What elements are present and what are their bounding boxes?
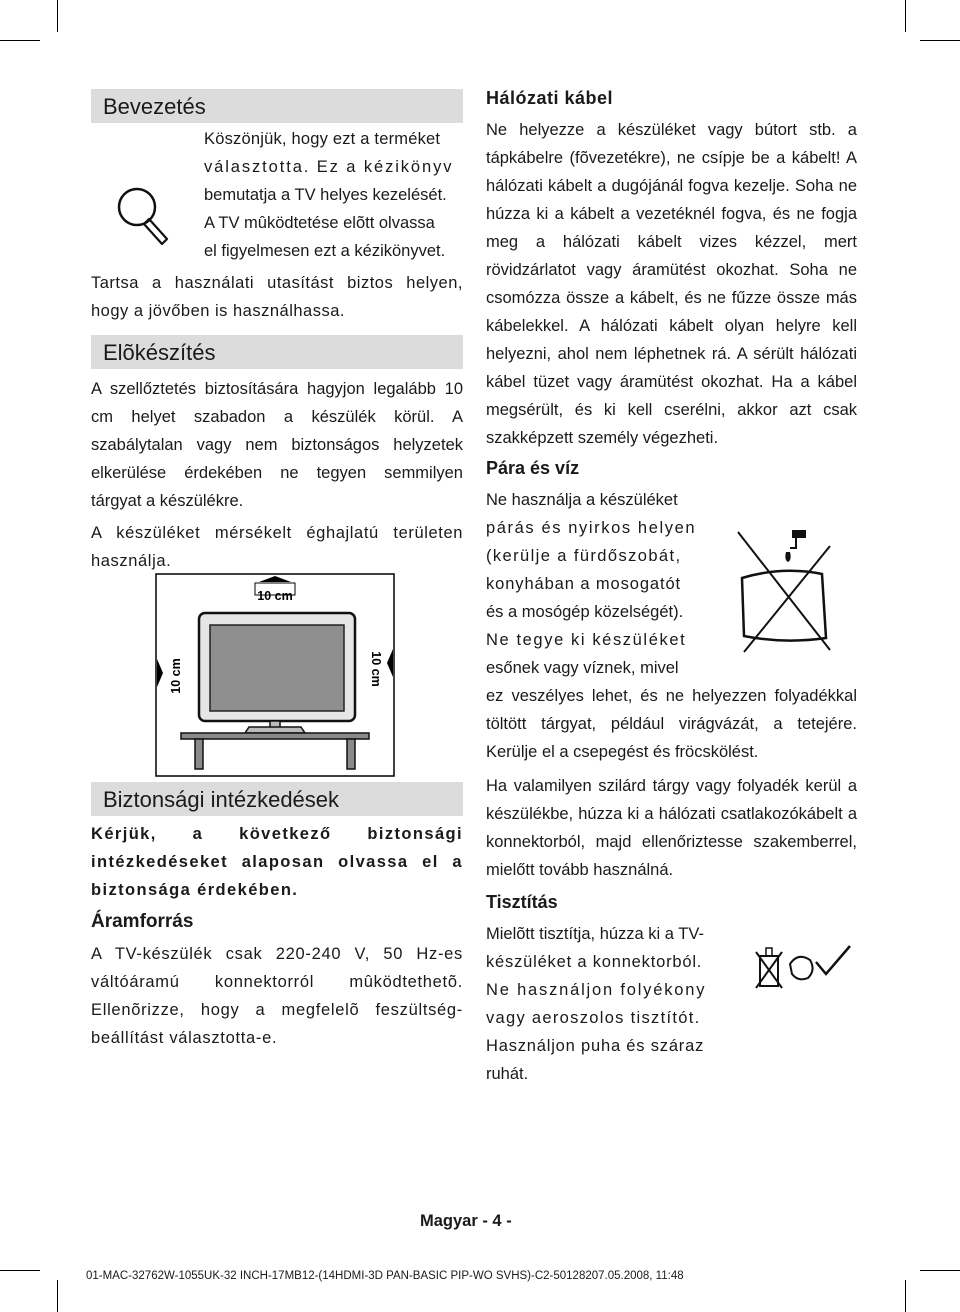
tv-clearance-diagram [155, 573, 395, 777]
cleaning-line: vagy aeroszolos tisztítót. [486, 1009, 701, 1027]
prep-paragraph-2: A készüléket mérsékelt éghajlatú területen használja. [91, 524, 463, 570]
cleaning-line: Ne használjon folyékony [486, 981, 707, 999]
section-heading-intro: Bevezetés [91, 89, 463, 123]
safety-intro: Kérjük, a következő biztonsági intézkedéseket alaposan olvassa el a biztonsága érdekében. [91, 825, 463, 899]
crop-mark [0, 40, 40, 41]
cable-text: Ne helyezze a készüléket vagy bútort stb. a tápkábelre (fõvezetékre), ne csípje be a kábelt! A hálózati kábelt a dugójánál fogva kezelje. Soha ne húzza ki a kábelt a vezetéknél fogva, és ne fogja meg a hálózati kábelt vizes kézzel, mert rövidzárlatot vagy áramütést okozhat. Soha ne csomózza össze a kábelt, és ne fűzze össze más kábelekkel. A hálózati kábelt olyan helyre kell helyezni, ahol nem léphetnek rá. A sérült hálózati kábel tüzet vagy áramütést okozhat. Ha a kábel megsérült, és ki kell cserélni, akkor azt csak szakképzett személy végezheti. [486, 121, 857, 447]
humidity-line: és a mosógép közelségét). [486, 603, 684, 621]
crop-mark [920, 1270, 960, 1271]
crop-mark [57, 0, 58, 32]
humidity-text-left [486, 486, 701, 682]
top-clearance-label: 10 cm [257, 589, 293, 603]
intro-block [91, 125, 463, 275]
cable-heading: Hálózati kábel [486, 88, 614, 108]
humidity-rest: ez veszélyes lehet, és ne helyezzen folyadékkal töltött tárgyat, például virágvázát, a tetejére. Kerülje el a csepegést és fröcskölést. [486, 687, 857, 761]
humidity-block [486, 486, 857, 884]
intro-line: választotta. Ez a kézikönyv [204, 158, 454, 176]
table-leg [195, 739, 203, 769]
page-number: Magyar - 4 - [420, 1212, 512, 1230]
section-heading-safety: Biztonsági intézkedések [91, 782, 463, 816]
magnifier-icon [113, 185, 175, 251]
crop-mark [0, 1270, 40, 1271]
cleaning-line: Használjon puha és száraz [486, 1037, 705, 1055]
power-heading: Áramforrás [91, 911, 194, 932]
safety-column [91, 782, 463, 1052]
power-text: A TV-készülék csak 220-240 V, 50 Hz-es váltóáramú konnektorról mûködtethetõ. Ellenõrizze, hogy a megfelelõ feszültség-beállítást választotta-e. [91, 945, 463, 1047]
right-clearance-label: 10 cm [369, 651, 383, 687]
humidity-para2: Ha valamilyen szilárd tárgy vagy folyadék kerül a készülékbe, húzza ki a hálózati csatlakozókábelt a konnektorból, majd ellenőriztesse szakemberrel, mielőtt tovább használná. [486, 777, 857, 879]
crop-mark [57, 1280, 58, 1312]
cleaning-heading: Tisztítás [486, 892, 558, 912]
crop-mark [905, 1280, 906, 1312]
humidity-line: konyhában a mosogatót [486, 575, 682, 593]
file-meta: 01-MAC-32762W-1055UK-32 INCH-17MB12-(14HDMI-3D PAN-BASIC PIP-WO SVHS)-C2-50128207.05.2008, 11:48 [86, 1270, 684, 1282]
right-column [486, 84, 857, 1088]
intro-line: A TV mûködtetése elõtt olvassa [204, 214, 435, 232]
intro-line: el figyelmesen ezt a kézikönyvet. [204, 242, 446, 260]
cleaning-text [486, 920, 718, 1088]
table-leg [347, 739, 355, 769]
intro-text [204, 125, 463, 265]
cleaning-line: ruhát. [486, 1065, 529, 1083]
crop-mark [920, 40, 960, 41]
intro-paragraph: Tartsa a használati utasítást biztos helyen, hogy a jövőben is használhassa. [91, 274, 463, 320]
cleaning-line: készüléket a konnektorból. [486, 953, 703, 971]
tv-screen [210, 625, 344, 711]
humidity-line: esőnek vagy víznek, mivel [486, 659, 679, 677]
left-clearance-label: 10 cm [169, 658, 183, 694]
humidity-line: párás és nyirkos helyen [486, 519, 697, 537]
left-column [91, 89, 463, 575]
humidity-line: Ne tegye ki készüléket [486, 631, 687, 649]
intro-line: bemutatja a TV helyes kezelését. [204, 186, 447, 204]
humidity-heading: Pára és víz [486, 458, 580, 478]
tv-stand [245, 727, 305, 733]
cleaning-icon [754, 942, 864, 998]
prep-paragraph: A szellőztetés biztosítására hagyjon legalább 10 cm helyet szabadon a készülék körül. A szabálytalan vagy nem biztonságos helyzetek elkerülése érdekében ne tegyen semmilyen tárgyat a készülékre. [91, 380, 463, 510]
table-top [181, 733, 369, 739]
cleaning-block [486, 920, 857, 1088]
intro-line: Köszönjük, hogy ezt a terméket [204, 130, 441, 148]
section-heading-prep: Elõkészítés [91, 335, 463, 369]
humidity-line: Ne használja a készüléket [486, 491, 678, 509]
humidity-line: (kerülje a fürdőszobát, [486, 547, 682, 565]
crop-mark [905, 0, 906, 32]
no-water-icon [734, 526, 834, 656]
cleaning-line: Mielõtt tisztítja, húzza ki a TV- [486, 925, 704, 943]
